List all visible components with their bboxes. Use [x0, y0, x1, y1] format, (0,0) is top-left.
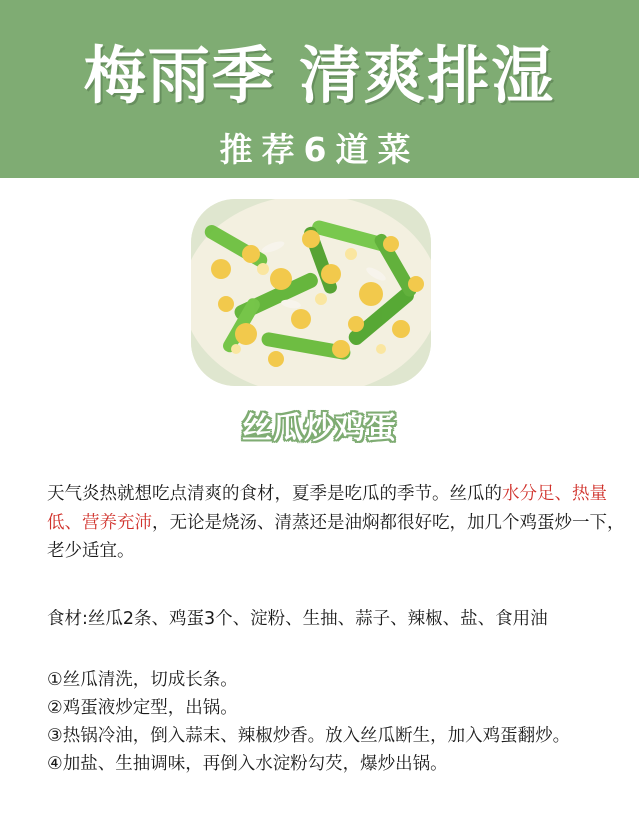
dish-photo	[191, 199, 431, 386]
steps-list	[47, 666, 639, 778]
header-banner	[0, 0, 639, 178]
dish-name: 丝瓜炒鸡蛋	[242, 411, 397, 446]
dish-photo-image	[191, 199, 431, 386]
intro-paragraph	[47, 480, 637, 566]
page-subtitle: 推荐6道菜	[219, 130, 420, 169]
step-item: ①丝瓜清洗，切成长条。	[47, 670, 238, 690]
step-item: ②鸡蛋液炒定型，出锅。	[47, 698, 238, 718]
intro-highlight: 水分足、热量低、营养充沛	[47, 484, 607, 533]
intro-text-1: 天气炎热就想吃点清爽的食材，夏季是吃瓜的季节。丝瓜的	[47, 484, 502, 504]
intro-text-2: ，无论是烧汤、清蒸还是油焖都很好吃，加几个鸡蛋炒一下，老少适宜。	[47, 512, 625, 561]
page-title: 梅雨季 清爽排湿	[83, 39, 556, 112]
step-item: ④加盐、生抽调味，再倒入水淀粉勾芡，爆炒出锅。	[47, 754, 448, 774]
step-item: ③热锅冷油，倒入蒜末、辣椒炒香。放入丝瓜断生，加入鸡蛋翻炒。	[47, 726, 571, 746]
ingredients-line: 食材:丝瓜2条、鸡蛋3个、淀粉、生抽、蒜子、辣椒、盐、食用油	[47, 609, 548, 629]
